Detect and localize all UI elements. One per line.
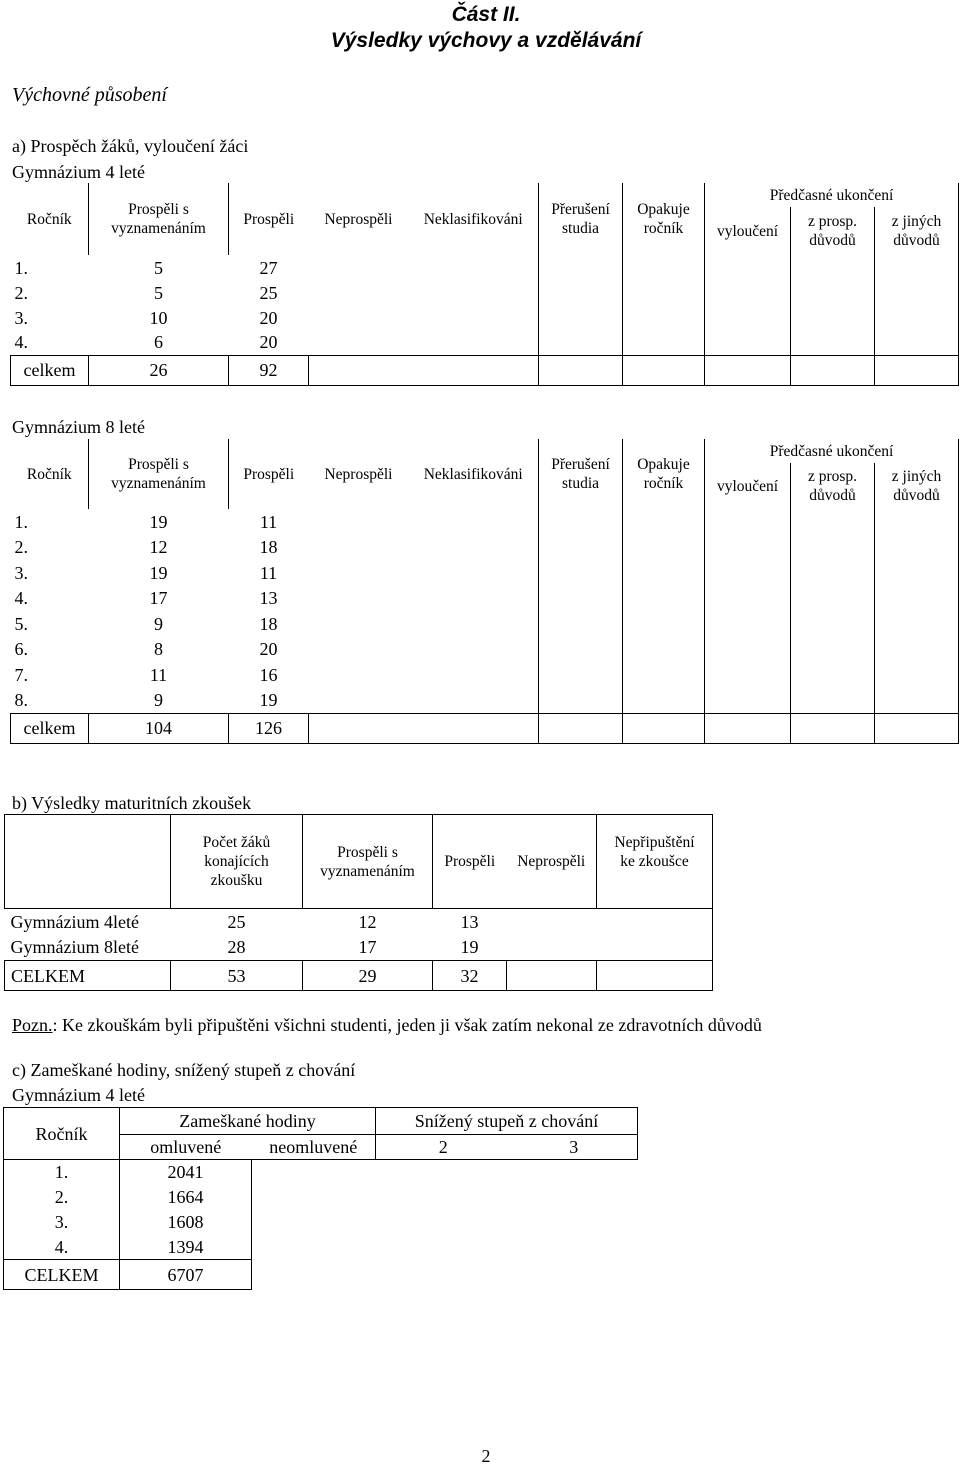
col-rocnik: Ročník	[4, 1108, 120, 1160]
document-title: Výsledky výchovy a vzdělávání	[330, 29, 642, 52]
col-prospeli-s-vyz: Prospěli s vyznamenáním	[303, 815, 433, 909]
part-title: Část II.	[451, 3, 521, 26]
table-row: Gymnázium 8leté 28 17 19	[5, 935, 713, 961]
table-row: 1. 2041	[4, 1160, 638, 1185]
g4-results-table	[10, 183, 959, 386]
table-row: Gymnázium 4leté 25 12 13	[5, 909, 713, 935]
section-c-title: c) Zameškané hodiny, snížený stupeň z chování	[12, 1060, 356, 1080]
col-stupen-3: 3	[511, 1135, 638, 1160]
col-z-prosp: z prosp. důvodů	[791, 463, 875, 509]
col-preruseni: Přerušení studia	[539, 439, 623, 509]
table-row: 1. 5 27	[11, 255, 959, 280]
table-row: 5. 9 18	[11, 611, 959, 637]
table-row: 8. 9 19	[11, 688, 959, 714]
col-snizeny: Snížený stupeň z chování	[376, 1108, 638, 1135]
col-predcasne: Předčasné ukončení	[705, 183, 959, 207]
col-z-jinych: z jiných důvodů	[875, 463, 959, 509]
col-opakuje: Opakuje ročník	[623, 439, 705, 509]
col-z-prosp: z prosp. důvodů	[791, 207, 875, 255]
table-row: 1. 19 11	[11, 509, 959, 535]
page-number: 2	[481, 1446, 491, 1466]
table-total-row: CELKEM 6707	[4, 1260, 638, 1290]
col-predcasne: Předčasné ukončení	[705, 439, 959, 463]
col-rocnik: Ročník	[26, 210, 72, 228]
col-prospeli: Prospěli	[229, 183, 309, 255]
absence-table	[3, 1107, 638, 1290]
table-row: 3. 1608	[4, 1210, 638, 1235]
table-total-row: celkem 26 92	[11, 355, 959, 385]
col-vylouceni: vyloučení	[705, 463, 791, 509]
col-neprospeli: Neprospěli	[324, 210, 393, 228]
col-nepripusteni: Nepřipuštění ke zkoušce	[597, 815, 713, 909]
col-prospeli: Prospěli	[433, 815, 507, 909]
col-neomluvene: neomluvené	[252, 1135, 376, 1160]
col-neprospeli: Neprospěli	[324, 465, 393, 483]
maturita-table	[4, 814, 713, 991]
col-prospeli-s-vyz: Prospěli s vyznamenáním	[89, 439, 229, 509]
col-preruseni: Přerušení studia	[539, 183, 623, 255]
section-c-subtitle: Gymnázium 4 leté	[12, 1085, 145, 1105]
table-row: 3. 10 20	[11, 305, 959, 330]
table-row: 2. 5 25	[11, 280, 959, 305]
table-row: 6. 8 20	[11, 637, 959, 663]
g8-title: Gymnázium 8 leté	[12, 417, 145, 437]
col-opakuje: Opakuje ročník	[623, 183, 705, 255]
col-pocet: Počet žáků konajících zkoušku	[171, 815, 303, 909]
maturita-note	[12, 1014, 762, 1036]
table-row: 7. 11 16	[11, 662, 959, 688]
section-b-title: b) Výsledky maturitních zkoušek	[12, 793, 252, 813]
table-row: 2. 12 18	[11, 535, 959, 561]
note-label: Pozn.	[12, 1015, 53, 1035]
col-rocnik: Ročník	[26, 465, 72, 483]
g8-results-table	[10, 439, 959, 744]
col-z-jinych: z jiných důvodů	[875, 207, 959, 255]
col-prospeli: Prospěli	[229, 439, 309, 509]
note-text: : Ke zkouškám byli připuštěni všichni studenti, jeden ji však zatím nekonal ze zdravotních důvodů	[52, 1015, 762, 1035]
section-title: Výchovné působení	[12, 84, 167, 106]
col-zameskane: Zameškané hodiny	[120, 1108, 376, 1135]
col-prospeli-s-vyz: Prospěli s vyznamenáním	[89, 183, 229, 255]
table-row: 4. 17 13	[11, 586, 959, 612]
table-row: 3. 19 11	[11, 560, 959, 586]
col-neprospeli: Neprospěli	[507, 815, 597, 909]
col-omluvene: omluvené	[120, 1135, 252, 1160]
table-total-row: CELKEM 53 29 32	[5, 961, 713, 991]
col-stupen-2: 2	[376, 1135, 511, 1160]
col-vylouceni: vyloučení	[705, 207, 791, 255]
g4-title: Gymnázium 4 leté	[12, 162, 145, 182]
col-neklasifikovani: Neklasifikováni	[423, 210, 523, 228]
table-row: 4. 6 20	[11, 330, 959, 355]
col-neklasifikovani: Neklasifikováni	[423, 465, 523, 483]
table-total-row: celkem 104 126	[11, 713, 959, 743]
table-row: 4. 1394	[4, 1235, 638, 1260]
section-a-title: a) Prospěch žáků, vyloučení žáci	[12, 136, 249, 156]
table-row: 2. 1664	[4, 1185, 638, 1210]
